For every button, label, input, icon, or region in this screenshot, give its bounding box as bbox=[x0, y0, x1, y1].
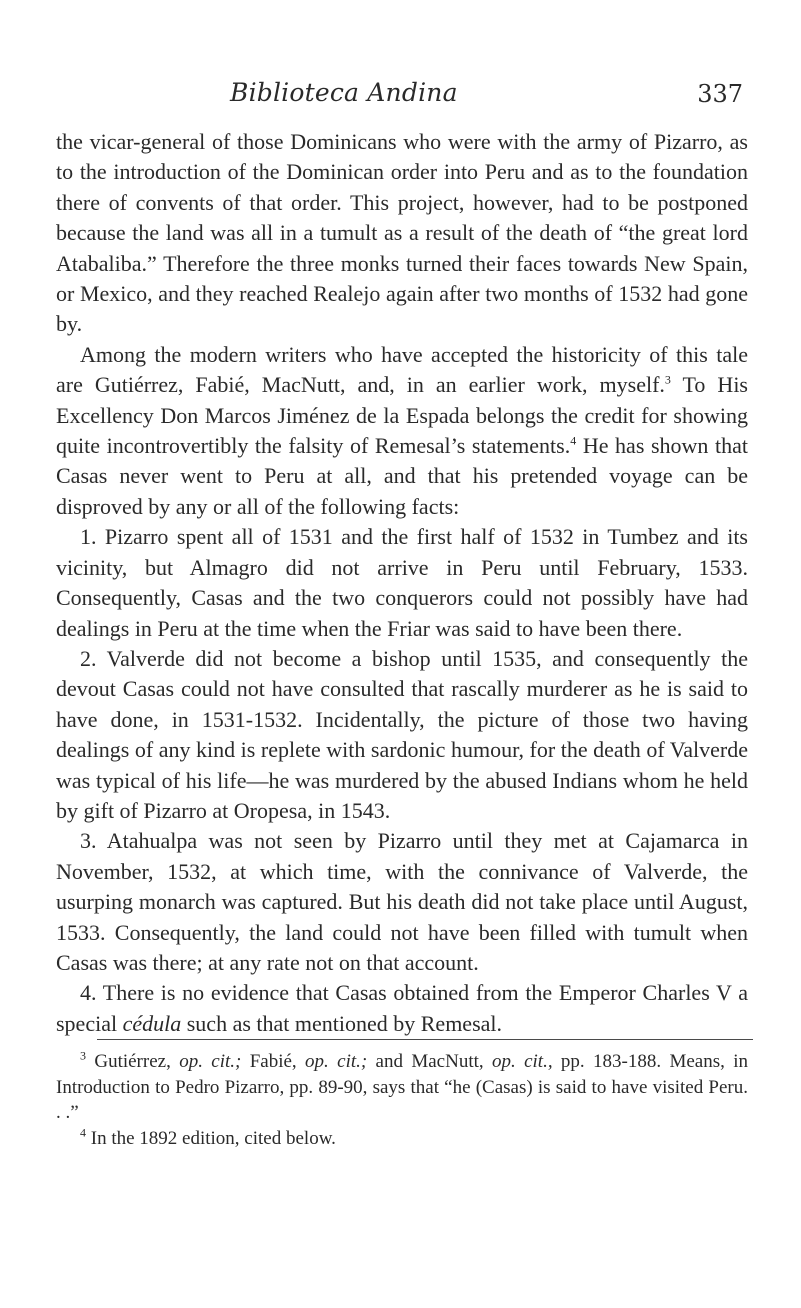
text-run: and MacNutt, bbox=[367, 1051, 492, 1072]
body-paragraph bbox=[56, 826, 748, 978]
text-run: 4. There is no evidence that Casas obtained from the Emperor Charles V a special bbox=[56, 980, 748, 1036]
text-run: 2. Valverde did not become a bishop until 1535, and consequently the devout Casas could not have consulted that rascally murderer as he is said to have done, in 1531-1532. Incidentally, the picture of those two having dealings of any kind is replete with sardonic humour, for the death of Valverde was typical of his life—he was murdered by the abused Indians whom he held by gift of Pizarro at Oropesa, in 1543. bbox=[56, 645, 748, 823]
footnote bbox=[56, 1049, 748, 1126]
text-run: To His Excellency Don Marcos Jiménez de la Espada belongs the credit for showing quite incontrovertibly the falsity of Remesal’s statements. bbox=[56, 372, 748, 459]
body-paragraph bbox=[56, 340, 748, 522]
body-text bbox=[56, 127, 748, 1039]
text-run: such as that mentioned by Remesal. bbox=[181, 1010, 503, 1036]
body-paragraph bbox=[56, 127, 748, 340]
text-run: In the 1892 edition, cited below. bbox=[86, 1127, 336, 1149]
page-number: 337 bbox=[697, 80, 743, 108]
running-title: Biblioteca Andina bbox=[230, 78, 458, 107]
text-run: pp. 183-188. Means, in Introduction to Pedro Pizarro, pp. 89-90, says that “he (Casas) is said to have visited Peru. . .” bbox=[56, 1051, 748, 1123]
footnotes bbox=[56, 1049, 748, 1151]
text-run: the vicar-general of those Dominicans who were with the army of Pizarro, as to the introduction of the Dominican order into Peru and as to the foundation there of convents of that order. This project, however, had to be postponed because the land was all in a tumult as a result of the death of “the great lord Atabaliba.” Therefore the three monks turned their faces towards New Spain, or Mexico, and they reached Realejo again after two months of 1532 had gone by. bbox=[56, 129, 748, 337]
italic-text: op. cit.; bbox=[305, 1051, 368, 1072]
footnote-divider bbox=[97, 1039, 753, 1040]
body-paragraph bbox=[56, 522, 748, 644]
body-paragraph bbox=[56, 978, 748, 1039]
footnote-reference: 3 bbox=[664, 372, 671, 387]
body-paragraph bbox=[56, 644, 748, 826]
footnote-reference: 4 bbox=[570, 433, 577, 448]
text-run: 3. Atahualpa was not seen by Pizarro until they met at Cajamarca in November, 1532, at which time, with the connivance of Valverde, the usurping monarch was captured. But his death did not take place until August, 1533. Consequently, the land could not have been filled with tumult when Casas was there; at any rate not on that account. bbox=[56, 828, 748, 975]
text-run: 1. Pizarro spent all of 1531 and the first half of 1532 in Tumbez and its vicinity, but Almagro did not arrive in Peru until February, 1533. Consequently, Casas and the two conquerors could not possibly have had dealings in Peru at the time when the Friar was said to have been there. bbox=[56, 524, 748, 641]
italic-text: op. cit., bbox=[491, 1051, 553, 1072]
text-run: Among the modern writers who have accepted the historicity of this tale are Gutiérrez, Fabié, MacNutt, and, in an earlier work, myself. bbox=[56, 341, 748, 398]
text-run: Fabié, bbox=[241, 1051, 306, 1072]
italic-text: cédula bbox=[122, 1010, 182, 1036]
text-run: Gutiérrez, bbox=[86, 1051, 180, 1072]
text-run: He has shown that Casas never went to Peru at all, and that his pretended voyage can be disproved by any or all of the following facts: bbox=[56, 433, 748, 519]
italic-text: op. cit.; bbox=[179, 1051, 242, 1072]
footnote-reference: 4 bbox=[80, 1125, 86, 1140]
footnote-reference: 3 bbox=[80, 1048, 86, 1063]
footnote bbox=[56, 1126, 748, 1152]
